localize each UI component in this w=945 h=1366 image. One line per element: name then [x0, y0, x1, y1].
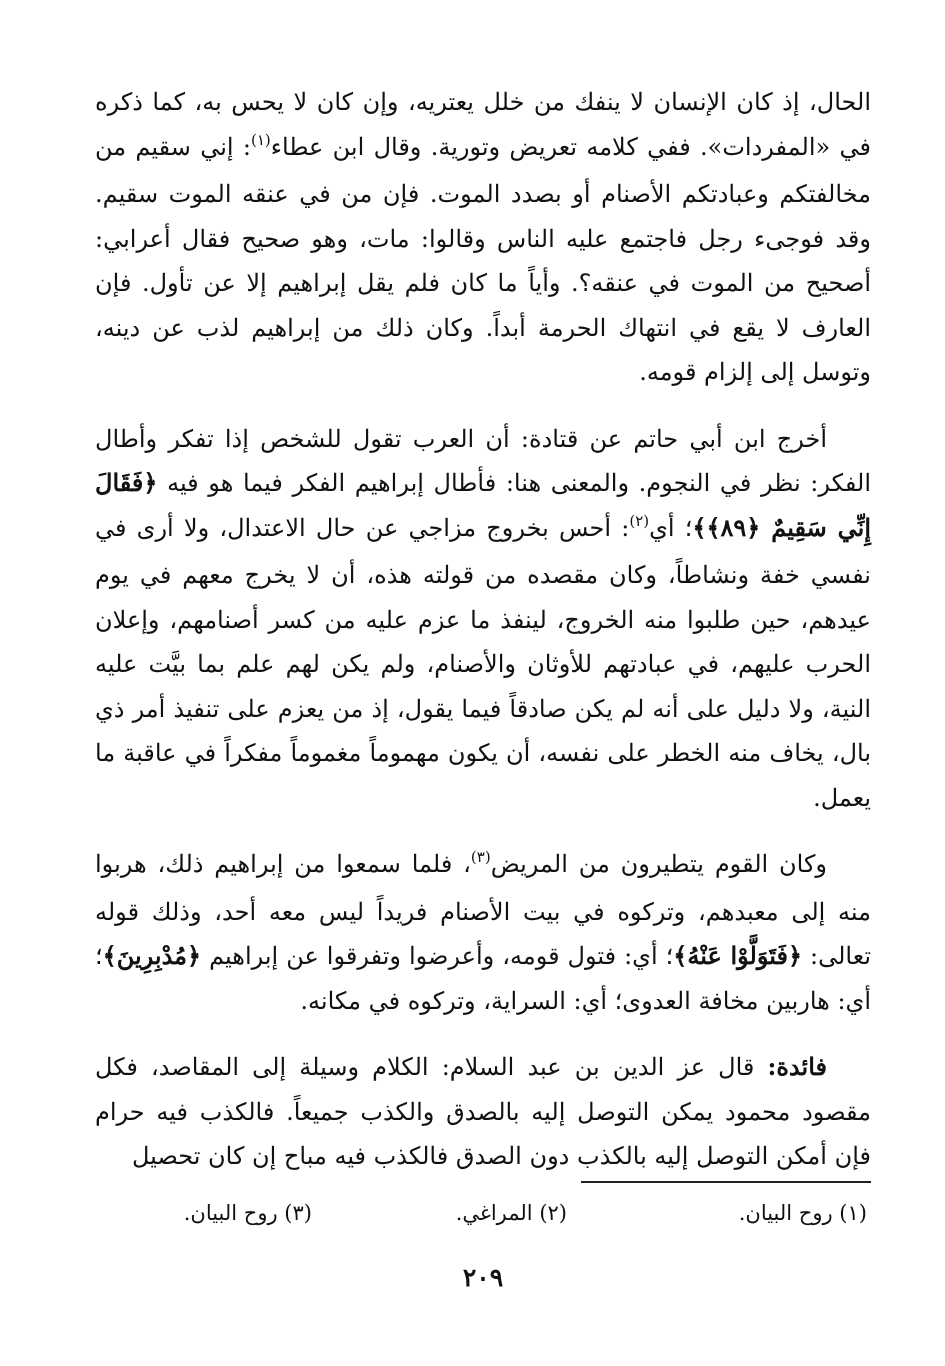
quran-quote: ﴿فَقَالَ إِنِّي سَقِيمٌ ﴿٨٩﴾﴾: [95, 468, 872, 542]
footnote-3: (٣) روح البيان.: [183, 1201, 312, 1225]
paragraph-lead-label: فائدة:: [767, 1052, 827, 1081]
book-page: [95, 80, 871, 1366]
footnotes: [95, 1196, 867, 1236]
quran-quote: ﴿فَتَوَلَّوْا عَنْهُ﴾: [673, 941, 803, 970]
paragraph-text: وكان القوم يتطيرون من المريض: [490, 850, 827, 878]
paragraph-4: [95, 1045, 871, 1179]
paragraph-text: أخرج ابن أبي حاتم عن قتادة: أن العرب تقول للشخص إذا تفكر وأطال الفكر: نظر في النجوم. والمعنى هنا: فأطال إبراهيم الفكر فيما هو فيه: [95, 424, 871, 497]
paragraph-text: ؛ أي: هاربين مخافة العدوى؛ أي: السراية، وتركوه في مكانه.: [95, 942, 871, 1015]
paragraph-text: ، فلما سمعوا من إبراهيم ذلك، هربوا منه إلى معبدهم، وتركوه في بيت الأصنام فريداً ليس معه أحد، وذلك قوله تعالى:: [95, 850, 871, 970]
footnote-reference: (٢): [629, 511, 650, 530]
footnote-reference: (١): [250, 130, 271, 149]
paragraph-text: ؛ أي: [649, 513, 693, 542]
quran-quote: ﴿مُدْبِرِينَ﴾: [102, 941, 202, 970]
paragraph-text: الحال، إذ كان الإنسان لا ينفك من خلل يعتريه، وإن كان لا يحس به، كما ذكره في «المفردات». ففي كلامه تعريض وتورية. وقال ابن عطاء: [95, 88, 871, 161]
paragraph-text: ؛ أي: فتول قومه، وأعرضوا وتفرقوا عن إبراهيم: [201, 942, 674, 970]
paragraph-1: [95, 80, 871, 395]
paragraph-text: : إني سقيم من مخالفتكم وعبادتكم الأصنام أو بصدد الموت. فإن من في عنقه الموت سقيم. وقد فوجىء رجل فاجتمع عليه الناس وقالوا: مات، وهو صحيح فقال أعرابي: أصحيح من الموت في عنقه؟. وأياً ما كان فلم يقل إبراهيم إلا عن تأول. فإن العارف لا يقع في انتهاك الحرمة أبداً. وكان ذلك من إبراهيم لذب عن دينه، وتوسل إلى إلزام قومه.: [95, 132, 871, 386]
paragraph-text: قال عز الدين بن عبد السلام: الكلام وسيلة إلى المقاصد، فكل مقصود محمود يمكن التوصل إليه بالصدق والكذب جميعاً. فالكذب فيه حرام فإن أمكن التوصل إليه بالكذب دون الصدق فالكذب فيه مباح إن كان تحصيل: [95, 1053, 872, 1170]
footnote-1: (١) روح البيان.: [738, 1201, 867, 1225]
page-number: ٢٠٩: [462, 1263, 504, 1292]
footnote-reference: (٣): [470, 848, 491, 866]
paragraph-2: [95, 417, 871, 821]
footnote-divider: [581, 1181, 871, 1183]
body-text: [95, 80, 871, 1179]
footnote-2: (٢) المراغي.: [455, 1201, 567, 1225]
paragraph-3: [95, 842, 871, 1023]
paragraph-text: : أحس بخروج مزاجي عن حال الاعتدال، ولا أرى في نفسي خفة ونشاطاً، وكان مقصده من قولته هذه، أن لا يخرج معهم في يوم عيدهم، حين طلبوا منه الخروج، لينفذ ما عزم عليه من كسر أصنامهم، وإعلان الحرب عليهم، في عبادتهم للأوثان والأصنام، ولم يكن لهم علم بما بيَّت عليه النية، ولا دليل على أنه لم يكن صادقاً فيما يقول، إذ من يعزم على تنفيذ أمر ذي بال، يخاف منه الخطر على نفسه، أن يكون مهموماً مغموماً مفكراً في عاقبة ما يعمل.: [95, 513, 871, 812]
